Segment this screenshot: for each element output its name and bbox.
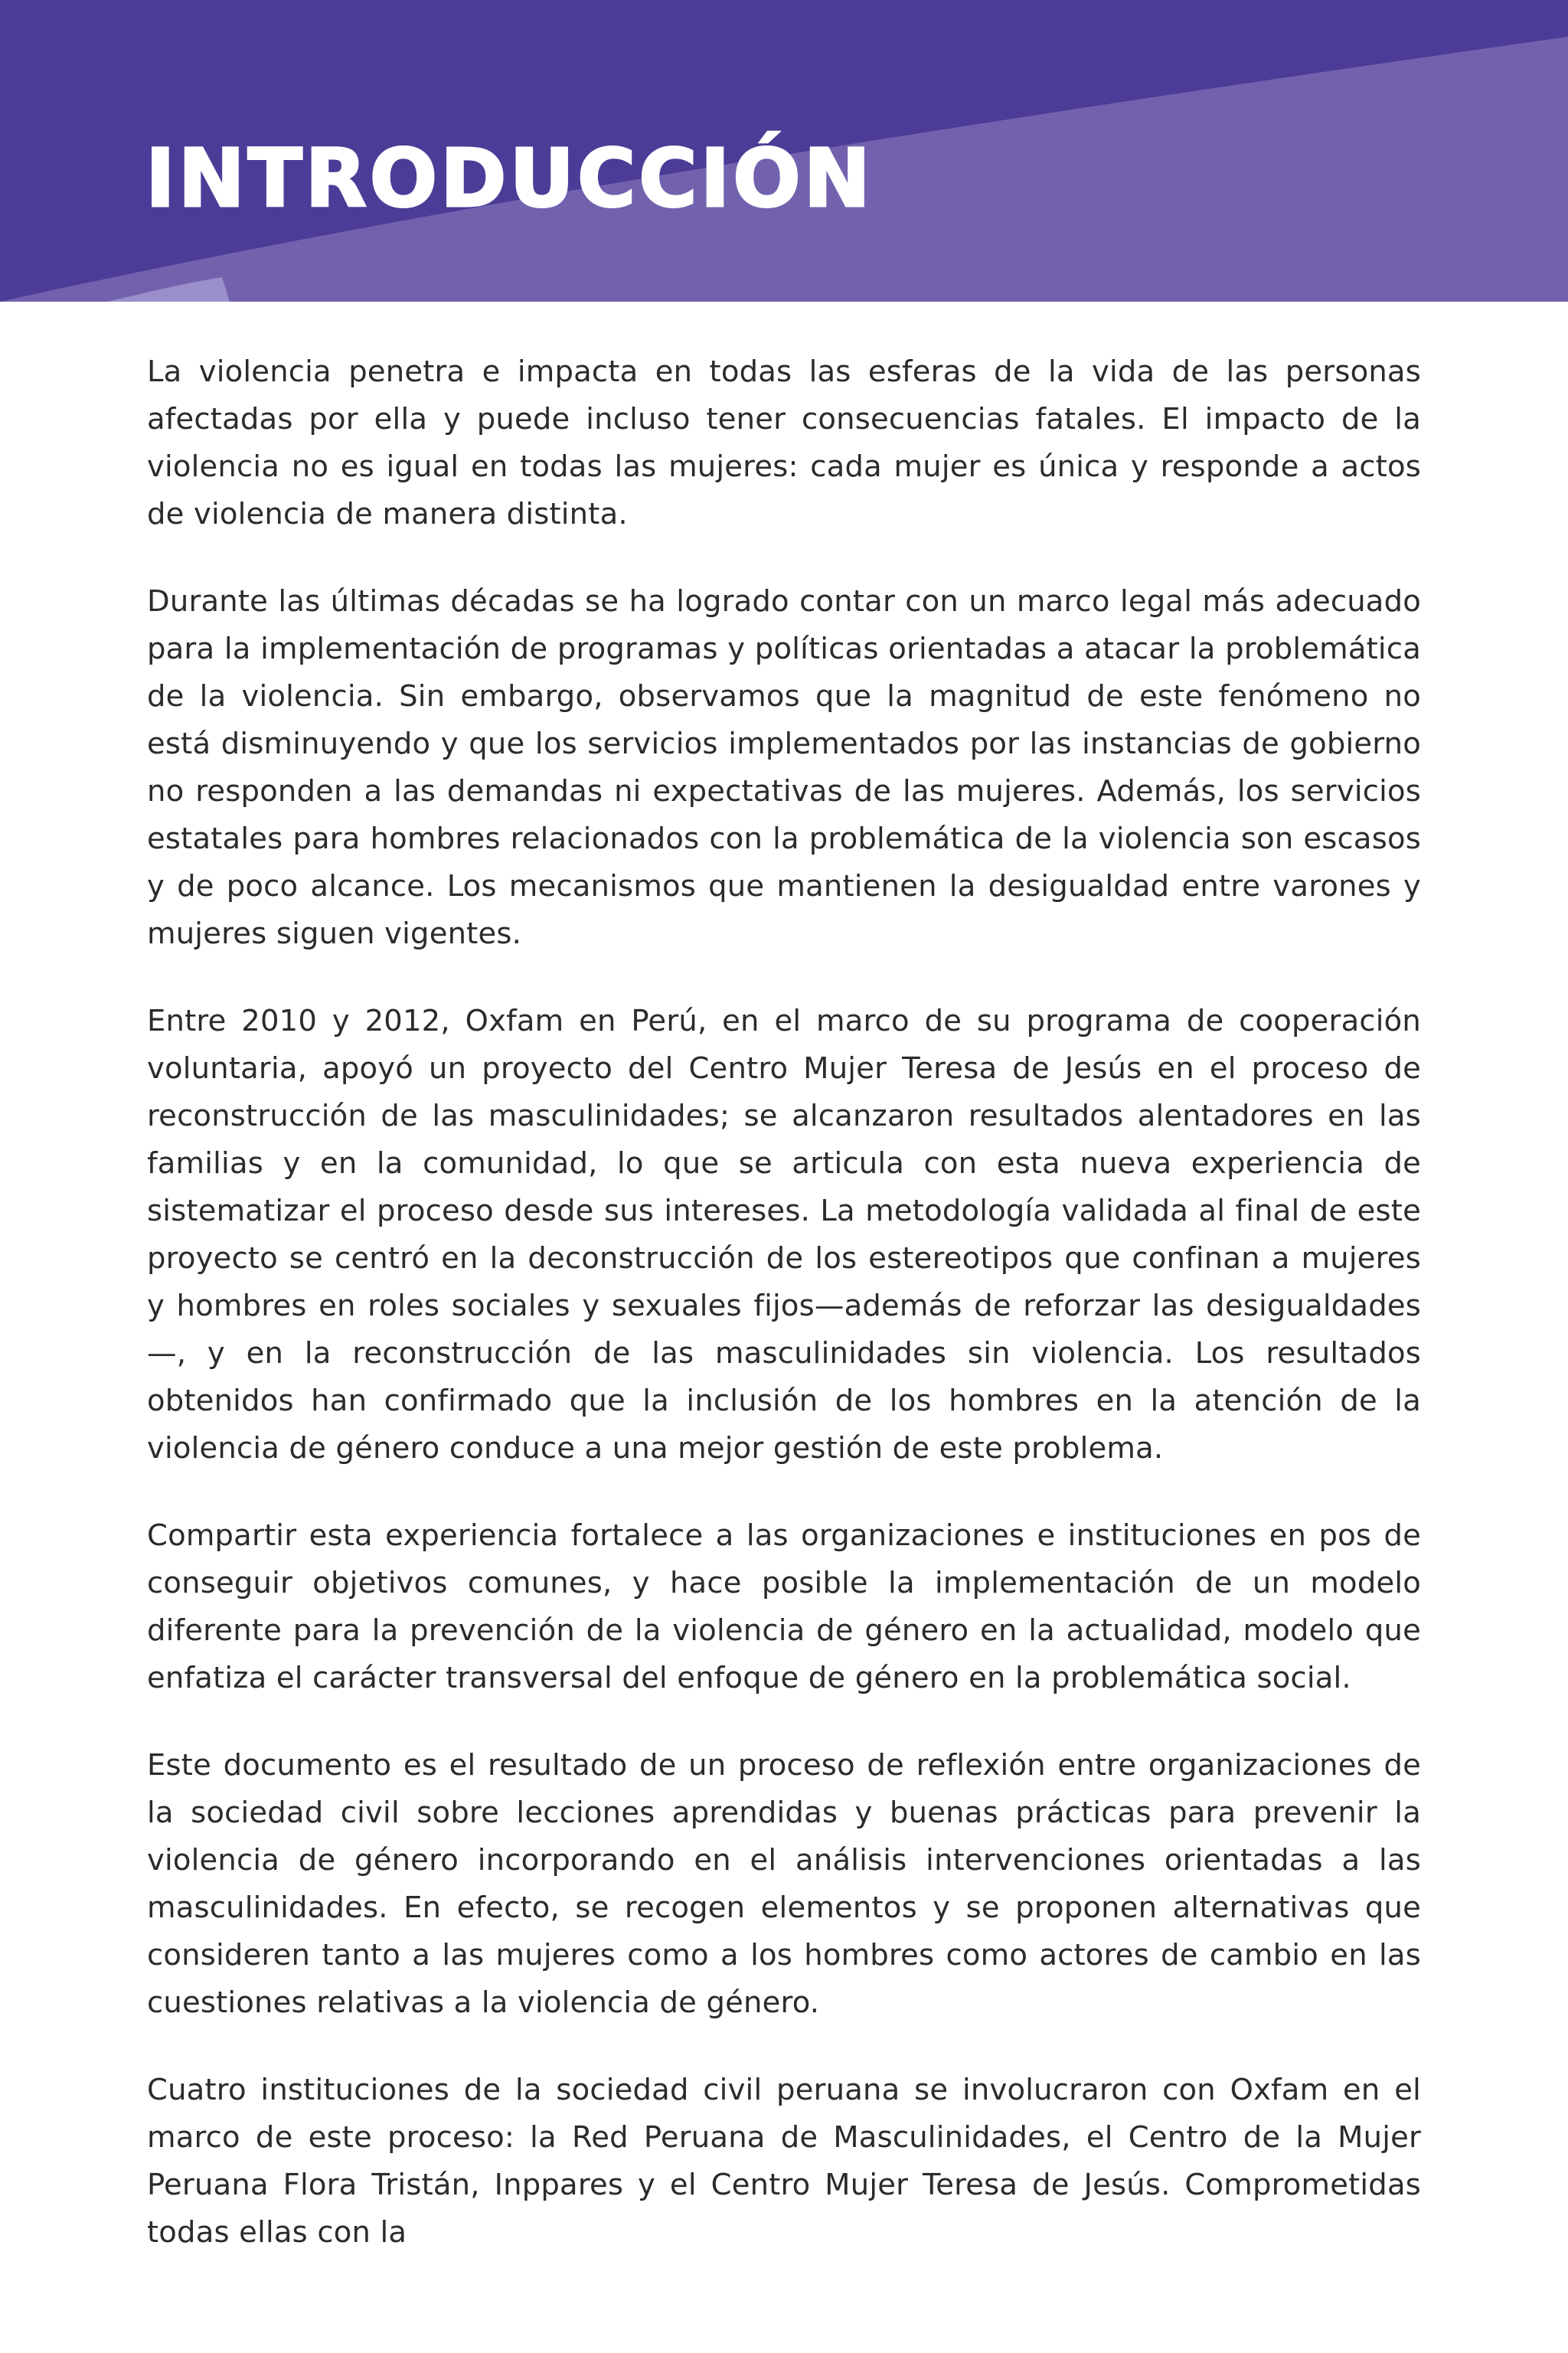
paragraph-6: Cuatro instituciones de la sociedad civil peruana se involucraron con Oxfam en el marco de este proceso: la Red Peruana de Masculinidades, el Centro de la Mujer Peruana Flora Tristán, Inppares y el Centro Mujer Teresa de Jesús. Comprometidas todas ellas con la	[147, 2073, 1421, 2250]
paragraph-5: Este documento es el resultado de un proceso de reflexión entre organizaciones de la sociedad civil sobre lecciones aprendidas y buenas prácticas para prevenir la violencia de género incorporando en el análisis intervenciones orientadas a las masculinidades. En efecto, se recogen elementos y se proponen alternativas que consideren tanto a las mujeres como a los hombres como actores de cambio en las cuestiones relativas a la violencia de género.	[147, 1748, 1421, 2020]
document-body	[147, 348, 1421, 2296]
page-title: INTRODUCCIÓN	[145, 132, 874, 225]
paragraph-3: Entre 2010 y 2012, Oxfam en Perú, en el marco de su programa de cooperación voluntaria, apoyó un proyecto del Centro Mujer Teresa de Jesús en el proceso de reconstrucción de las masculinidades; se alcanzaron resultados alentadores en las familias y en la comunidad, lo que se articula con esta nueva experiencia de sistematizar el proceso desde sus intereses. La metodología validada al final de este proyecto se centró en la deconstrucción de los estereotipos que confinan a mujeres y hombres en roles sociales y sexuales fijos—además de reforzar las desigualdades—, y en la reconstrucción de las masculinidades sin violencia. Los resultados obtenidos han confirmado que la inclusión de los hombres en la atención de la violencia de género conduce a una mejor gestión de este problema.	[147, 1004, 1421, 1466]
paragraph-4: Compartir esta experiencia fortalece a las organizaciones e instituciones en pos de conseguir objetivos comunes, y hace posible la implementación de un modelo diferente para la prevención de la violencia de género en la actualidad, modelo que enfatiza el carácter transversal del enfoque de género en la problemática social.	[147, 1518, 1421, 1695]
paragraph-1: La violencia penetra e impacta en todas las esferas de la vida de las personas afectadas por ella y puede incluso tener consecuencias fatales. El impacto de la violencia no es igual en todas las mujeres: cada mujer es única y responde a actos de violencia de manera distinta.	[147, 355, 1421, 531]
paragraph-2: Durante las últimas décadas se ha logrado contar con un marco legal más adecuado para la implementación de programas y políticas orientadas a atacar la problemática de la violencia. Sin embargo, observamos que la magnitud de este fenómeno no está disminuyendo y que los servicios implementados por las instancias de gobierno no responden a las demandas ni expectativas de las mujeres. Además, los servicios estatales para hombres relacionados con la problemática de la violencia son escasos y de poco alcance. Los mecanismos que mantienen la desigualdad entre varones y mujeres siguen vigentes.	[147, 584, 1421, 951]
